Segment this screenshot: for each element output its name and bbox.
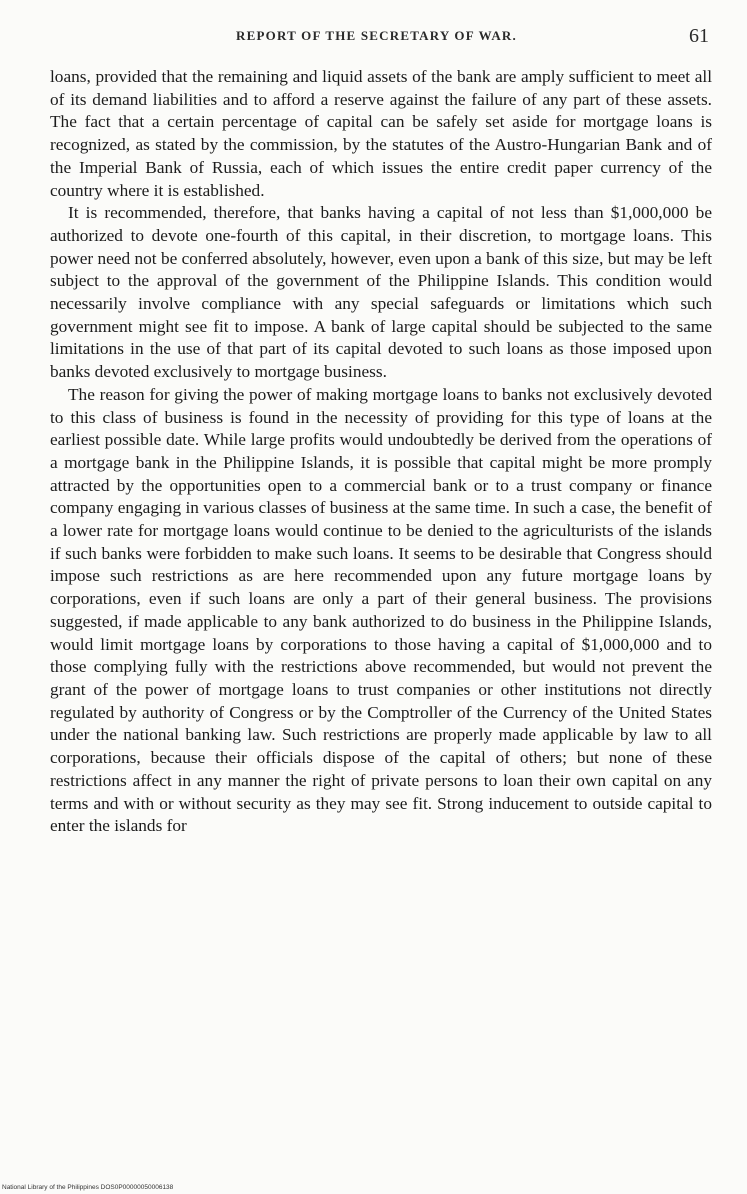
- body-text: [50, 66, 712, 838]
- paragraph-recommendation: It is recommended, therefore, that banks having a capital of not less than $1,000,000 be authorized to devote one-fourth of this capital, in their discretion, to mortgage loans. This power need not be conferred absolutely, however, even upon a bank of this size, but may be left subject to the approval of the government of the Philippine Islands. This condition would necessarily involve compliance with any special safeguards or limitations which such government might see fit to impose. A bank of large capital should be subjected to the same limitations in the use of that part of its capital devoted to such loans as those imposed upon banks devoted exclusively to mortgage business.: [50, 203, 712, 382]
- page-header: [44, 25, 709, 50]
- scan-credit: National Library of the Philippines DOS0P00000050006138: [2, 1184, 174, 1191]
- running-head: REPORT OF THE SECRETARY OF WAR.: [236, 28, 517, 43]
- page-number: 61: [689, 25, 709, 47]
- paragraph-continuation: loans, provided that the remaining and liquid assets of the bank are amply sufficient to meet all of its demand liabilities and to afford a reserve against the failure of any part of these assets. The fact that a certain percentage of capital can be safely set aside for mortgage loans is recognized, as stated by the commission, by the statutes of the Austro-Hungarian Bank and of the Imperial Bank of Russia, each of which issues the entire credit paper currency of the country where it is established.: [50, 67, 712, 200]
- paragraph-reason: The reason for giving the power of making mortgage loans to banks not exclusively devoted to this class of business is found in the necessity of providing for this type of loans at the earliest possible date. While large profits would undoubtedly be derived from the operations of a mortgage bank in the Philippine Islands, it is possible that capital might be more promply attracted by the opportunities open to a commercial bank or to a trust company or finance company engaging in various classes of business at the same time. In such a case, the benefit of a lower rate for mortgage loans would continue to be denied to the agriculturists of the islands if such banks were forbidden to make such loans. It seems to be desirable that Congress should impose such restrictions as are here recommended upon any future mortgage loans by corporations, even if such loans are only a part of their general business. The provisions suggested, if made applicable to any bank authorized to do business in the Philippine Islands, would limit mortgage loans by corporations to those having a capital of $1,000,000 and to those complying fully with the restrictions above recommended, but would not prevent the grant of the power of mortgage loans to trust companies or other institutions not directly regulated by authority of Congress or by the Comptroller of the Currency of the United States under the national banking law. Such restrictions are properly made applicable by law to all corporations, because their officials dispose of the capital of others; but none of these restrictions affect in any manner the right of private persons to loan their own capital on any terms and with or without security as they may see fit. Strong inducement to outside capital to enter the islands for: [50, 384, 712, 836]
